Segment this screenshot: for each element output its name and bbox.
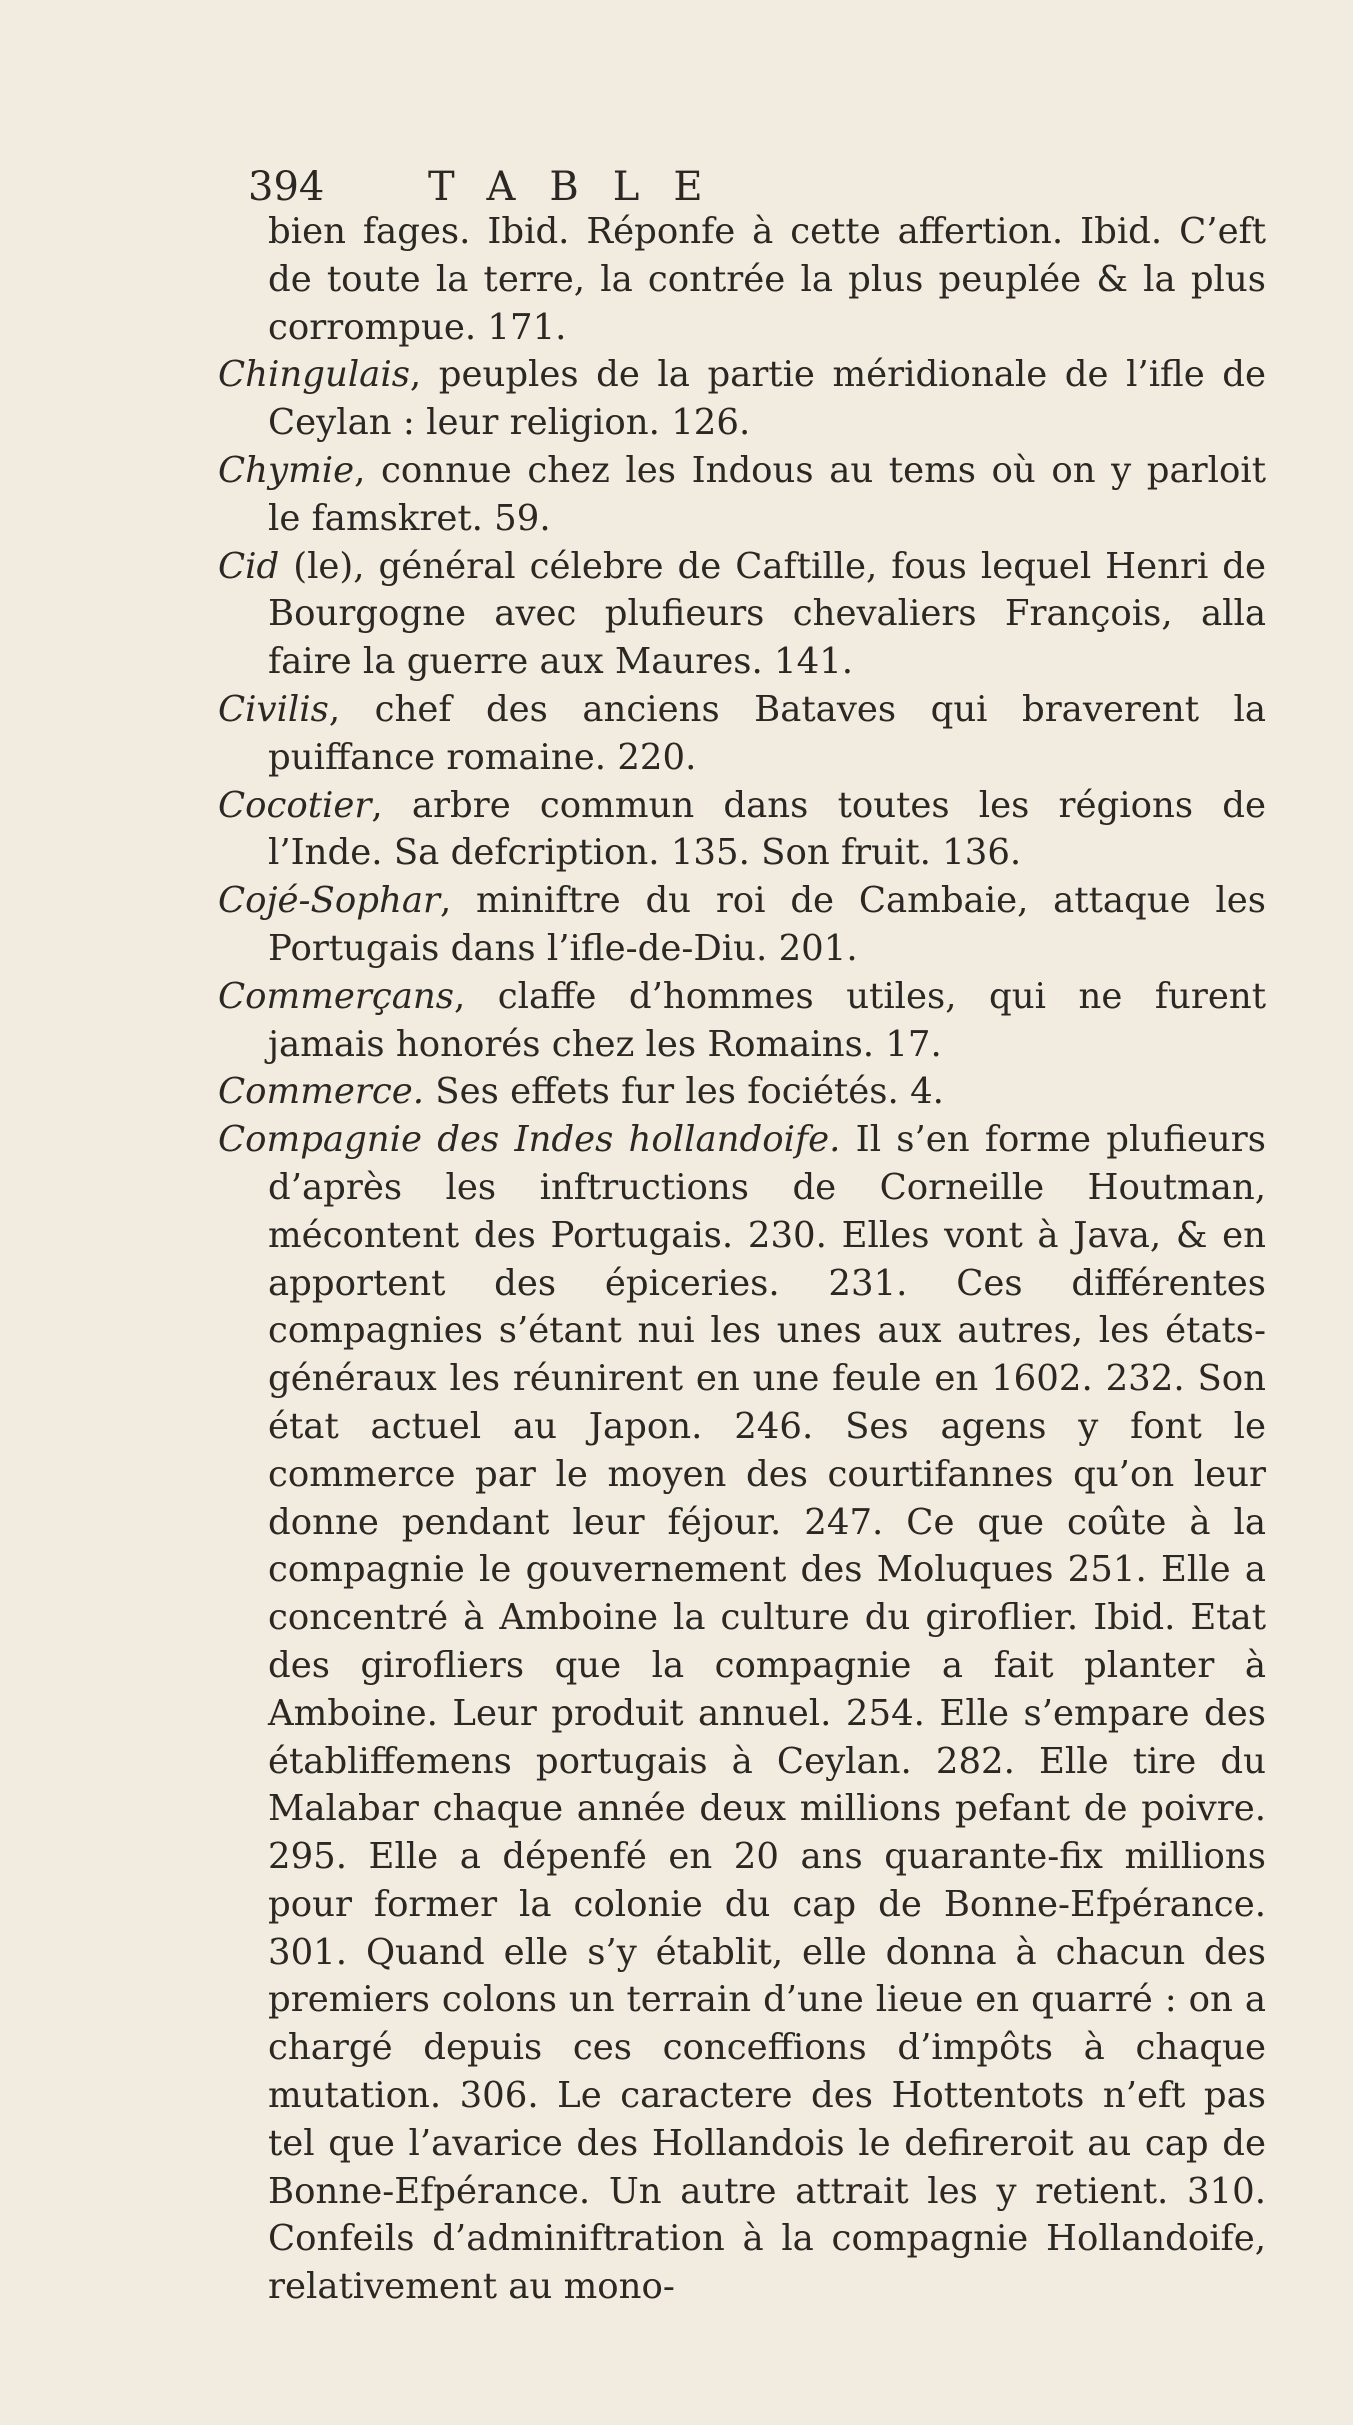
entry-text: , arbre commun dans toutes les régions de l’Inde. Sa defcription. 135. Son fruit. 136. — [268, 784, 1266, 874]
page-number: 394 — [248, 164, 325, 210]
index-entry — [218, 877, 1266, 973]
index-entry — [218, 1068, 1266, 1116]
entry-term: Cid — [218, 545, 280, 587]
index-entry — [218, 351, 1266, 447]
entry-text: , connue chez les Indous au tems où on y parloit le famskret. 59. — [268, 449, 1266, 539]
entry-text: , claffe d’hommes utiles, qui ne furent jamais honorés chez les Romains. 17. — [268, 975, 1266, 1065]
entry-text: , chef des anciens Bataves qui braverent la puiffance romaine. 220. — [268, 688, 1266, 778]
entry-term: Chingulais — [218, 354, 410, 396]
entry-text: (le), général célebre de Caftille, fous lequel Henri de Bourgogne avec plufieurs chevaliers François, alla faire la guerre aux Maures. 141. — [268, 545, 1266, 683]
entry-text: , peuples de la partie méridionale de l’ifle de Ceylan : leur religion. 126. — [268, 354, 1266, 444]
entry-term: Cocotier — [218, 784, 372, 826]
entry-text: Ses effets fur les fociétés. 4. — [424, 1071, 944, 1113]
index-entry — [218, 1116, 1266, 2311]
running-title: TABLE — [428, 164, 737, 210]
entry-term: Commerce. — [218, 1071, 425, 1113]
index-entry — [218, 686, 1266, 782]
entry-term: Commerçans — [218, 975, 454, 1017]
index-entries — [218, 208, 1266, 2311]
entry-term: Civilis — [218, 688, 329, 730]
index-entry — [218, 973, 1266, 1069]
index-entry — [218, 543, 1266, 686]
index-entry — [218, 782, 1266, 878]
entry-text: , miniftre du roi de Cambaie, attaque les Portugais dans l’ifle-de-Diu. 201. — [268, 880, 1266, 969]
entry-text: bien fages. Ibid. Réponfe à cette affertion. Ibid. C’eft de toute la terre, la contrée la plus peuplée & la plus corrompue. 171. — [268, 211, 1266, 348]
entry-term: Chymie — [218, 449, 355, 491]
entry-text: Il s’en forme plufieurs d’après les inftructions de Corneille Houtman, mécontent des Portugais. 230. Elles vont à Java, & en apportent des épiceries. 231. Ces différentes compagnies s’étant nui les unes aux autres, les états-généraux les réunirent en une feule en 1602. 232. Son état actuel au Japon. 246. Ses agens y font le commerce par le moyen des courtifannes qu’on leur donne pendant leur féjour. 247. Ce que coûte à la compagnie le gouvernement des Moluques 251. Elle a concentré à Amboine la culture du giroflier. Ibid. Etat des girofliers que la compagnie a fait planter à Amboine. Leur produit annuel. 254. Elle s’empare des établiffemens portugais à Ceylan. 282. Elle tire du Malabar chaque année deux millions pefant de poivre. 295. Elle a dépenfé en 20 ans quarante-fix millions pour former la colonie du cap de Bonne-Efpérance. 301. Quand elle s’y établit, elle donna à chacun des premiers colons un terrain d’une lieue en quarré : on a chargé depuis ces conceffions d’impôts à chaque mutation. 306. Le caractere des Hottentots n’eft pas tel que l’avarice des Hollandois le defireroit au cap de Bonne-Efpérance. Un autre attrait les y retient. 310. Confeils d’adminiftration à la compagnie Hollandoife, relativement au mono- — [268, 1119, 1266, 2308]
entry-term: Cojé-Sophar — [218, 880, 440, 922]
index-entry — [218, 447, 1266, 543]
entry-term: Compagnie des Indes hollandoife. — [218, 1119, 841, 1161]
index-entry — [218, 208, 1266, 351]
